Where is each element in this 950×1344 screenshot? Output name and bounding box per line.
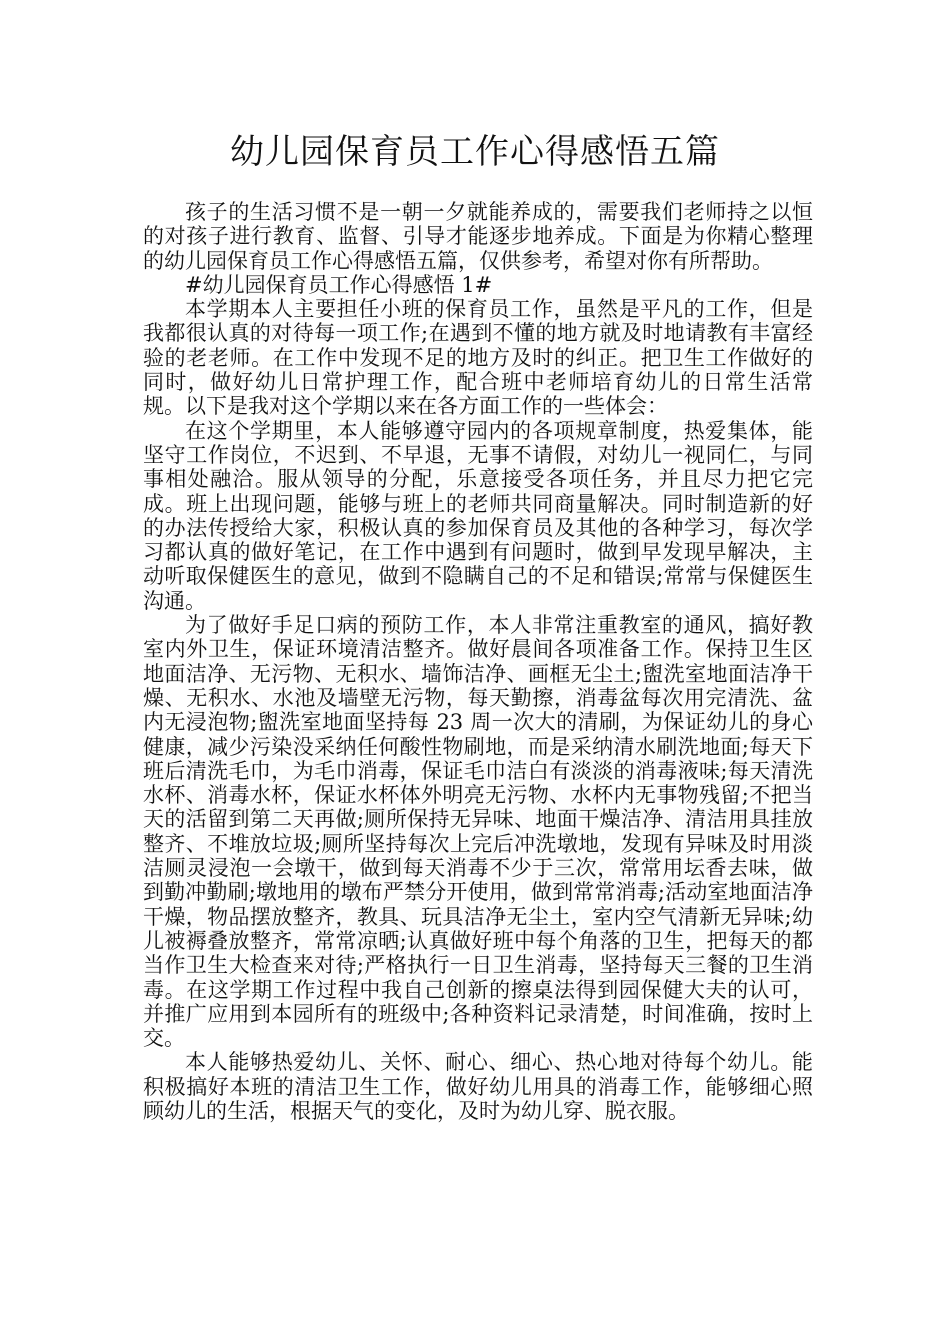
intro-paragraph: 孩子的生活习惯不是一朝一夕就能养成的，需要我们老师持之以恒的对孩子进行教育、监督、引导才能逐步地养成。下面是为你精心整理的幼儿园保育员工作心得感悟五篇，仅供参考，希望对你有所帮助。 (143, 200, 813, 273)
document-title: 幼儿园保育员工作心得感悟五篇 (230, 132, 720, 172)
body-paragraph: 为了做好手足口病的预防工作，本人非常注重教室的通风，搞好教室内外卫生，保证环境清洁整齐。做好晨间各项准备工作。保持卫生区地面洁净、无污物、无积水、墙饰洁净、画框无尘土;盥洗室地面洁净干燥、无积水、水池及墙壁无污物，每天勤擦，消毒盆每次用完清洗、盆内无浸泡物;盥洗室地面坚持每 23 周一次大的清刷，为保证幼儿的身心健康，减少污染没采纳任何酸性物刷地，而是采纳清水刷洗地面;每天下班后清洗毛巾，为毛巾消毒，保证毛巾洁白有淡淡的消毒液味;每天清洗水杯、消毒水杯，保证水杯体外明亮无污物、水杯内无事物残留;不把当天的活留到第二天再做;厕所保持无异味、地面干燥洁净、清洁用具挂放整齐、不堆放垃圾;厕所坚持每次上完后冲洗墩地，发现有异味及时用淡洁厕灵浸泡一会墩干，做到每天消毒不少于三次，常常用坛香去味，做到勤冲勤刷;墩地用的墩布严禁分开使用，做到常常消毒;活动室地面洁净干燥，物品摆放整齐，教具、玩具洁净无尘土，室内空气清新无异味;幼儿被褥叠放整齐，常常凉晒;认真做好班中每个角落的卫生，把每天的都当作卫生大检查来对待;严格执行一日卫生消毒，坚持每天三餐的卫生消毒。在这学期工作过程中我自己创新的擦桌法得到园保健大夫的认可，并推广应用到本园所有的班级中;各种资料记录清楚，时间准确，按时上交。 (143, 613, 813, 1051)
body-paragraph: 本学期本人主要担任小班的保育员工作，虽然是平凡的工作，但是我都很认真的对待每一项工作;在遇到不懂的地方就及时地请教有丰富经验的老老师。在工作中发现不足的地方及时的纠正。把卫生工作做好的同时，做好幼儿日常护理工作，配合班中老师培育幼儿的日常生活常规。以下是我对这个学期以来在各方面工作的一些体会： (143, 297, 813, 419)
body-paragraph: 在这个学期里，本人能够遵守园内的各项规章制度，热爱集体，能坚守工作岗位，不迟到、不早退，无事不请假，对幼儿一视同仁，与同事相处融洽。服从领导的分配，乐意接受各项任务，并且尽力把它完成。班上出现问题，能够与班上的老师共同商量解决。同时制造新的好的办法传授给大家，积极认真的参加保育员及其他的各种学习，每次学习都认真的做好笔记，在工作中遇到有问题时，做到早发现早解决，主动听取保健医生的意见，做到不隐瞒自己的不足和错误;常常与保健医生沟通。 (143, 418, 813, 613)
body-paragraph: 本人能够热爱幼儿、关怀、耐心、细心、热心地对待每个幼儿。能积极搞好本班的清洁卫生工作，做好幼儿用具的消毒工作，能够细心照顾幼儿的生活，根据天气的变化，及时为幼儿穿、脱衣服。 (143, 1050, 813, 1123)
document-body (143, 200, 813, 1123)
section-heading: #幼儿园保育员工作心得感悟 1# (185, 272, 493, 297)
